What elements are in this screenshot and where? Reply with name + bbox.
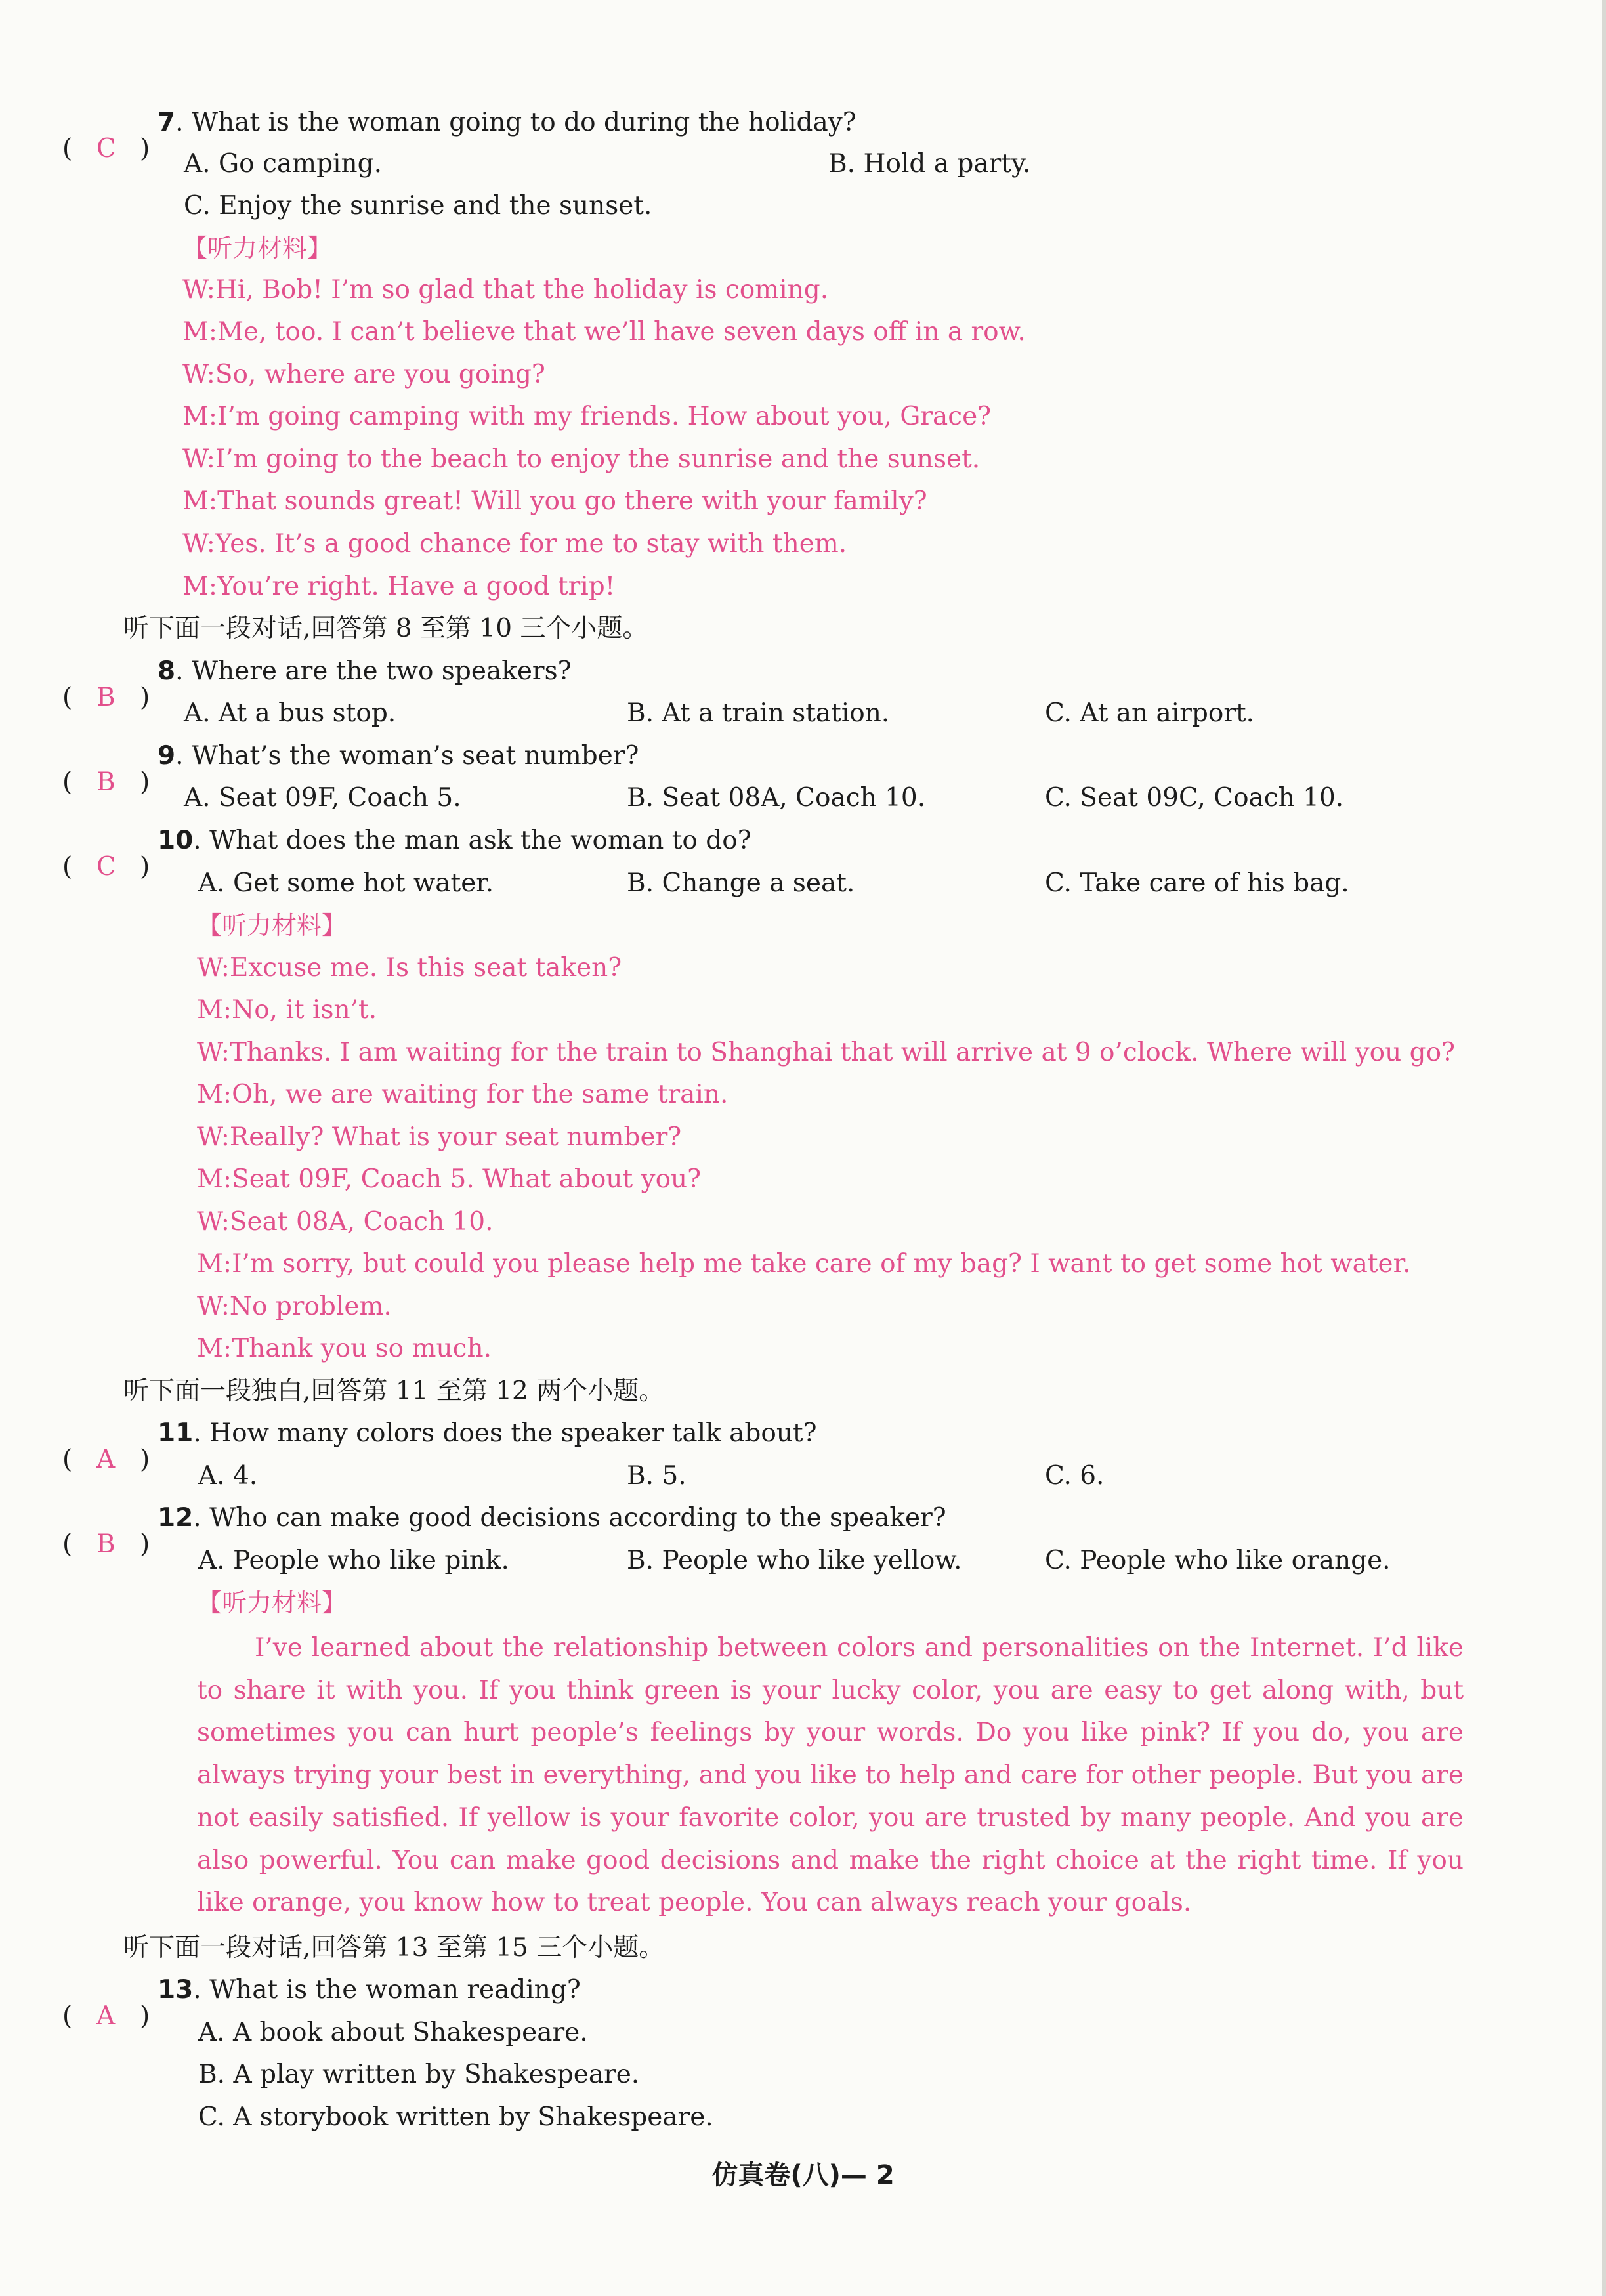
question-number: 9 xyxy=(158,741,176,771)
question-number: 10 xyxy=(158,826,194,855)
question-text: . Where are the two speakers? xyxy=(175,656,572,686)
transcript-heading: 【听力材料】 xyxy=(197,911,347,940)
transcript-line: M:Thank you so much. xyxy=(197,1334,492,1363)
option-11b: B. 5. xyxy=(627,1461,687,1491)
transcript-line: M:Me, too. I can’t believe that we’ll have seven days off in a row. xyxy=(182,317,1026,347)
transcript-line: W:Hi, Bob! I’m so glad that the holiday is coming. xyxy=(182,275,829,305)
transcript-line: W:Excuse me. Is this seat taken? xyxy=(197,953,622,983)
question-number: 7 xyxy=(158,108,176,137)
transcript-line: W:No problem. xyxy=(197,1292,392,1321)
transcript-line: W:Seat 08A, Coach 10. xyxy=(197,1207,494,1237)
option-8b: B. At a train station. xyxy=(627,698,890,728)
question-9: ( B ) 9. What’s the woman’s seat number? xyxy=(62,738,639,775)
answer-10: C xyxy=(96,852,116,882)
answer-13: A xyxy=(96,2001,116,2031)
question-7: ( C ) 7. What is the woman going to do during the holiday? xyxy=(62,104,856,141)
option-10c: C. Take care of his bag. xyxy=(1045,868,1349,898)
answer-11: A xyxy=(96,1445,116,1474)
instruction: 听下面一段独白,回答第 11 至第 12 两个小题。 xyxy=(123,1376,665,1406)
transcript-line: M:Seat 09F, Coach 5. What about you? xyxy=(197,1164,702,1194)
question-text: . What’s the woman’s seat number? xyxy=(175,741,639,771)
option-9b: B. Seat 08A, Coach 10. xyxy=(627,783,926,813)
monologue-passage: I’ve learned about the relationship between colors and personalities on the Internet. I’d like to share it with you. If you think green is your lucky color, you are easy to get along with, but sometimes you can hurt people’s feelings by your words. Do you like pink? If you do, you are always trying your best in everything, and you like to help and care for other people. But you are not easily satisfied. If yellow is your favorite color, you are trusted by many people. And you are also powerful. You can make good decisions and make the right choice at the right time. If you like orange, you know how to treat people. You can always reach your goals. xyxy=(197,1633,1464,1918)
transcript-line: M:No, it isn’t. xyxy=(197,995,377,1025)
question-text: . How many colors does the speaker talk about? xyxy=(193,1418,817,1448)
page-footer: 仿真卷(八)— 2 xyxy=(711,2160,895,2190)
option-9a: A. Seat 09F, Coach 5. xyxy=(184,783,461,813)
question-10: ( C ) 10. What does the man ask the woman to do? xyxy=(62,822,751,859)
option-11c: C. 6. xyxy=(1045,1461,1105,1491)
instruction: 听下面一段对话,回答第 13 至第 15 三个小题。 xyxy=(123,1933,665,1963)
answer-12: B xyxy=(96,1529,116,1559)
answer-7: C xyxy=(96,134,116,163)
transcript-line: W:I’m going to the beach to enjoy the sunrise and the sunset. xyxy=(182,444,981,474)
option-13c: C. A storybook written by Shakespeare. xyxy=(198,2102,713,2132)
transcript-heading: 【听力材料】 xyxy=(182,234,333,263)
transcript-line: M:Oh, we are waiting for the same train. xyxy=(197,1080,729,1109)
question-text: . Who can make good decisions according to the speaker? xyxy=(193,1503,946,1533)
answer-9: B xyxy=(96,767,116,797)
option-7b: B. Hold a party. xyxy=(828,149,1031,179)
question-number: 11 xyxy=(158,1418,194,1448)
option-13a: A. A book about Shakespeare. xyxy=(198,2018,588,2047)
question-8: ( B ) 8. Where are the two speakers? xyxy=(62,653,572,690)
question-12: ( B ) 12. Who can make good decisions according to the speaker? xyxy=(62,1500,946,1537)
option-9c: C. Seat 09C, Coach 10. xyxy=(1045,783,1344,813)
question-text: . What is the woman going to do during the holiday? xyxy=(175,108,856,137)
transcript-heading: 【听力材料】 xyxy=(197,1588,347,1617)
transcript-line: M:You’re right. Have a good trip! xyxy=(182,572,616,601)
answer-8: B xyxy=(96,683,116,712)
transcript-line: M:I’m going camping with my friends. How about you, Grace? xyxy=(182,402,992,431)
transcript-line: M:I’m sorry, but could you please help me take care of my bag? I want to get some hot water. xyxy=(197,1249,1411,1279)
question-number: 13 xyxy=(158,1975,194,2005)
option-7a: A. Go camping. xyxy=(184,149,382,179)
option-12b: B. People who like yellow. xyxy=(627,1546,962,1575)
option-8a: A. At a bus stop. xyxy=(184,698,396,728)
page-edge xyxy=(1602,0,1606,2296)
option-11a: A. 4. xyxy=(198,1461,258,1491)
transcript-line: W:Really? What is your seat number? xyxy=(197,1122,682,1152)
transcript-line: W:Yes. It’s a good chance for me to stay with them. xyxy=(182,529,847,559)
question-text: . What does the man ask the woman to do? xyxy=(193,826,751,855)
option-12c: C. People who like orange. xyxy=(1045,1546,1391,1575)
option-10a: A. Get some hot water. xyxy=(198,868,494,898)
instruction: 听下面一段对话,回答第 8 至第 10 三个小题。 xyxy=(123,614,648,643)
option-8c: C. At an airport. xyxy=(1045,698,1255,728)
transcript-line: W:Thanks. I am waiting for the train to Shanghai that will arrive at 9 o’clock. Where will you go? xyxy=(197,1038,1455,1067)
option-12a: A. People who like pink. xyxy=(198,1546,509,1575)
transcript-line: M:That sounds great! Will you go there with your family? xyxy=(182,486,927,516)
question-number: 8 xyxy=(158,656,176,686)
option-10b: B. Change a seat. xyxy=(627,868,855,898)
question-number: 12 xyxy=(158,1503,194,1533)
question-13: ( A ) 13. What is the woman reading? xyxy=(62,1972,581,2009)
question-11: ( A ) 11. How many colors does the speaker talk about? xyxy=(62,1415,817,1452)
option-7c: C. Enjoy the sunrise and the sunset. xyxy=(184,191,652,221)
option-13b: B. A play written by Shakespeare. xyxy=(198,2060,640,2089)
question-text: . What is the woman reading? xyxy=(193,1975,581,2005)
transcript-line: W:So, where are you going? xyxy=(182,360,545,389)
